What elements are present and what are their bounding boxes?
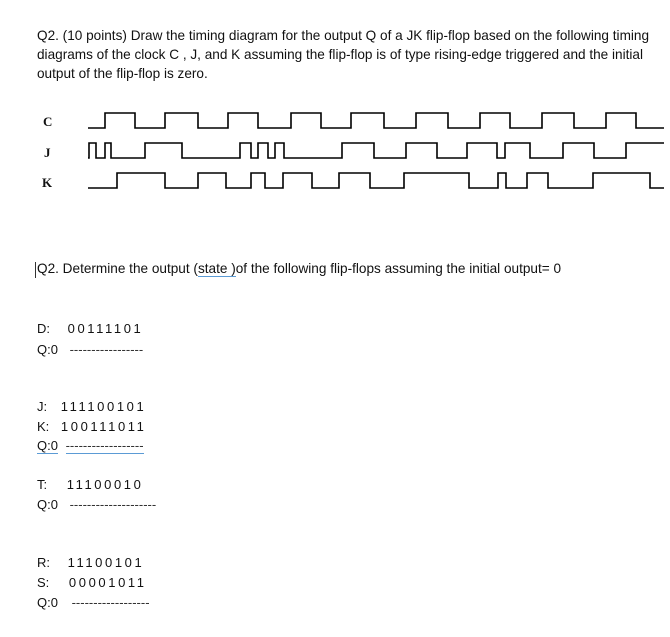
r-input-row bbox=[37, 555, 144, 570]
j-label: J bbox=[44, 145, 51, 160]
k-waveform bbox=[88, 173, 664, 188]
t-output-row bbox=[37, 497, 156, 512]
jk-k-values: 100111011 bbox=[60, 419, 147, 434]
t-input-row bbox=[37, 477, 143, 492]
sr-output-row bbox=[37, 595, 150, 610]
r-label: R: bbox=[37, 555, 50, 570]
question-2-state: state ) bbox=[197, 261, 236, 276]
j-waveform bbox=[88, 143, 664, 158]
r-values: 11100101 bbox=[67, 555, 145, 570]
d-q-dashes: ----------------- bbox=[69, 342, 144, 357]
s-values: 00001011 bbox=[68, 575, 147, 590]
jk-q-dashes: ------------------ bbox=[65, 438, 144, 453]
t-label: T: bbox=[37, 477, 48, 492]
text-cursor bbox=[35, 262, 36, 278]
question-2-text bbox=[37, 261, 561, 276]
question-2-prefix: Q2. Determine the output ( bbox=[37, 261, 198, 276]
clock-label: C bbox=[43, 114, 53, 129]
clock-waveform bbox=[88, 113, 664, 128]
k-input-row bbox=[37, 419, 147, 434]
timing-diagram bbox=[0, 0, 670, 200]
question-1-text: Q2. (10 points) Draw the timing diagram for the output Q of a JK flip-flop based on the following timing diagrams of the clock C , J, and K assuming the flip-flop is of type rising-edge triggered and the initial output of the flip-flop is zero. bbox=[37, 28, 650, 81]
t-q-dashes: -------------------- bbox=[69, 497, 157, 512]
j-input-row bbox=[37, 399, 146, 414]
sr-q-dashes: ------------------ bbox=[71, 595, 150, 610]
k-label: K bbox=[42, 175, 53, 190]
t-values: 11100010 bbox=[66, 477, 144, 492]
d-input-row bbox=[37, 321, 143, 336]
t-q-label: Q:0 bbox=[37, 497, 58, 512]
d-q-label: Q:0 bbox=[37, 342, 58, 357]
jk-q-label: Q:0 bbox=[37, 438, 58, 453]
jk-k-label: K: bbox=[37, 419, 50, 434]
question-2-suffix: of the following flip-flops assuming the initial output= 0 bbox=[235, 261, 562, 276]
sr-q-label: Q:0 bbox=[37, 595, 58, 610]
d-values: 00111101 bbox=[67, 321, 144, 336]
jk-j-label: J: bbox=[37, 399, 48, 414]
s-label: S: bbox=[37, 575, 50, 590]
jk-output-row bbox=[37, 438, 144, 453]
d-label: D: bbox=[37, 321, 50, 336]
jk-j-values: 111100101 bbox=[60, 399, 147, 414]
s-input-row bbox=[37, 575, 147, 590]
d-output-row bbox=[37, 342, 143, 357]
